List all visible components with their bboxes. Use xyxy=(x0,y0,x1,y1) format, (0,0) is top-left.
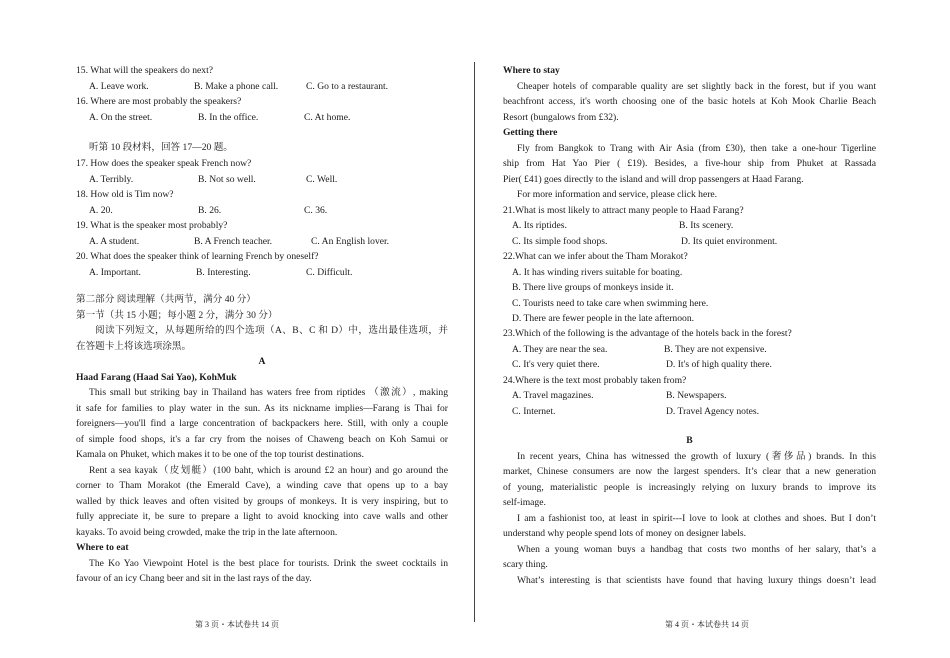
q22-stem: 22.What can we infer about the Tham Morakot? xyxy=(503,251,688,262)
q21-option-a: A. Its riptides. xyxy=(512,220,567,231)
instructions-line-2: 在答题卡上将该选项涂黑。 xyxy=(76,341,192,352)
q17-stem: 17. How does the speaker speak French now? xyxy=(76,158,252,169)
q18-stem: 18. How old is Tim now? xyxy=(76,189,174,200)
q24-stem: 24.Where is the text most probably taken from? xyxy=(503,375,687,386)
q18-option-a: A. 20. xyxy=(89,205,113,216)
q24-option-c: C. Internet. xyxy=(512,406,556,417)
passage-a-p3-line: favour of an icy Chang beer and sit in the last rays of the day. xyxy=(76,573,312,584)
column-divider xyxy=(474,62,475,622)
q17-option-c: C. Well. xyxy=(306,174,338,185)
q24-option-d: D. Travel Agency notes. xyxy=(666,406,759,417)
part2-heading: 第二部分 阅读理解（共两节，满分 40 分） xyxy=(76,294,256,305)
q16-option-a: A. On the street. xyxy=(89,112,153,123)
passage-a-p3-line: The Ko Yao Viewpoint Hotel is the best place for tourists. Drink the sweet cocktails in xyxy=(89,558,448,569)
getting-there-line: ship from Hat Yao Pier ( £19). Besides, a five-hour ship from Phuket at Rassada xyxy=(503,158,876,169)
passage-a-p1-line: This small but striking bay in Thailand has waters free from riptides （激流）, making xyxy=(89,387,448,398)
q17-option-a: A. Terribly. xyxy=(89,174,134,185)
q16-option-c: C. At home. xyxy=(304,112,351,123)
q15-stem: 15. What will the speakers do next? xyxy=(76,65,214,76)
section1-heading: 第一节（共 15 小题；每小题 2 分，满分 30 分） xyxy=(76,310,278,321)
passage-b-p3-line: When a young woman buys a handbag that costs two months of her salary, that’s a xyxy=(517,544,876,555)
passage-a-p2-line: walled by thick leaves and often visited by groups of monkeys. It is very inspiring, but to xyxy=(76,496,448,507)
getting-there-line: Fly from Bangkok to Trang with Air Asia (from £30), then take a one-hour Tigerline xyxy=(517,143,876,154)
q19-option-c: C. An English lover. xyxy=(311,236,390,247)
page-footer-left: 第 3 页・本试卷共 14 页 xyxy=(195,620,279,629)
passage-a-p2-line: fully appreciate it, be sure to prepare a light to avoid knocking into cave walls and other xyxy=(76,511,448,522)
q24-option-a: A. Travel magazines. xyxy=(512,390,594,401)
instructions-line-1: 阅读下列短文，从每题所给的四个选项（A、B、C 和 D）中，选出最佳选项，并 xyxy=(95,325,448,336)
q16-option-b: B. In the office. xyxy=(198,112,259,123)
q19-stem: 19. What is the speaker most probably? xyxy=(76,220,228,231)
passage-b-p2-line: understand why people spend lots of money on designer labels. xyxy=(503,528,746,539)
q20-stem: 20. What does the speaker think of learning French by oneself? xyxy=(76,251,319,262)
q23-option-d: D. It's of high quality there. xyxy=(666,359,772,370)
more-info-line: For more information and service, please click here. xyxy=(517,189,718,200)
q19-option-b: B. A French teacher. xyxy=(194,236,273,247)
q22-option-d: D. There are fewer people in the late afternoon. xyxy=(512,313,695,324)
stay-paragraph-line: Resort (bungalows from £32). xyxy=(503,112,619,123)
stay-paragraph-line: beachfront access, it's worth choosing one of the basic hotels at Koh Mook Charlie Beach xyxy=(503,96,876,107)
stay-paragraph-line: Cheaper hotels of comparable quality are set slightly back in the forest, but if you want xyxy=(517,81,876,92)
passage-a-label: A xyxy=(258,356,266,367)
q22-option-a: A. It has winding rivers suitable for boating. xyxy=(512,267,683,278)
passage-b-p3-line: scary thing. xyxy=(503,559,548,570)
passage-a-p2-line: Rent a sea kayak（皮划艇）(100 baht, which is around £2 an hour) and go around the xyxy=(89,465,448,476)
q16-stem: 16. Where are most probably the speakers? xyxy=(76,96,242,107)
q20-option-a: A. Important. xyxy=(89,267,141,278)
q22-option-b: B. There live groups of monkeys inside it. xyxy=(512,282,674,293)
q18-option-c: C. 36. xyxy=(304,205,328,216)
q21-option-c: C. Its simple food shops. xyxy=(512,236,608,247)
q24-option-b: B. Newspapers. xyxy=(666,390,727,401)
passage-a-title: Haad Farang (Haad Sai Yao), KohMuk xyxy=(76,372,237,383)
q20-option-c: C. Difficult. xyxy=(306,267,353,278)
q19-option-a: A. A student. xyxy=(89,236,140,247)
q22-option-c: C. Tourists need to take care when swimming here. xyxy=(512,298,709,309)
passage-a-p1-line: of simple food shops, it's a far cry from the noises of Chaweng beach on Koh Samui or xyxy=(76,434,448,445)
page-footer-right: 第 4 页・本试卷共 14 页 xyxy=(665,620,749,629)
q21-stem: 21.What is most likely to attract many people to Haad Farang? xyxy=(503,205,744,216)
passage-b-p2-line: I am a fashionist too, at least in spirit---I love to look at clothes and shoes. But I don’t xyxy=(517,513,876,524)
q21-option-b: B. Its scenery. xyxy=(679,220,734,231)
passage-b-p4-line: What’s interesting is that scientists have found that having luxury things doesn’t lead xyxy=(517,575,876,586)
q23-stem: 23.Which of the following is the advantage of the hotels back in the forest? xyxy=(503,328,792,339)
passage-a-p2-line: kayaks. To avoid being crowded, make the trip in the late afternoon. xyxy=(76,527,338,538)
passage-b-p1-line: market, Chinese consumers are now the largest spenders. It’s clear that a new generation xyxy=(503,466,876,477)
q15-option-b: B. Make a phone call. xyxy=(194,81,279,92)
passage-a-p1-line: it safe for families to play water in the sun. As its nickname implies—Farang is Thai for xyxy=(76,403,448,414)
where-to-stay-heading: Where to stay xyxy=(503,65,560,76)
q21-option-d: D. Its quiet environment. xyxy=(681,236,778,247)
passage-b-p1-line: self-image. xyxy=(503,497,546,508)
passage-b-p1-line: In recent years, China has witnessed the growth of luxury (奢侈品) brands. In this xyxy=(517,451,876,462)
passage-b-label: B xyxy=(686,435,693,446)
q23-option-c: C. It's very quiet there. xyxy=(512,359,600,370)
getting-there-line: Pier( £41) goes directly to the island and will drop passengers at Haad Farang. xyxy=(503,174,804,185)
passage-b-p1-line: of young, materialistic people is increasingly relying on luxury brands to improve its xyxy=(503,482,876,493)
passage-a-p1-line: foreigners—you'll find a large concentration of backpackers here. Still, with only a couple xyxy=(76,418,448,429)
passage-a-p2-line: corner to Tham Morakot (the Emerald Cave), a winding cave that opens up to a bay xyxy=(76,480,448,491)
q15-option-c: C. Go to a restaurant. xyxy=(306,81,389,92)
q23-option-b: B. They are not expensive. xyxy=(664,344,767,355)
q15-option-a: A. Leave work. xyxy=(89,81,149,92)
q18-option-b: B. 26. xyxy=(198,205,222,216)
q20-option-b: B. Interesting. xyxy=(196,267,251,278)
where-to-eat-heading: Where to eat xyxy=(76,542,129,553)
q23-option-a: A. They are near the sea. xyxy=(512,344,608,355)
material-10-instruction: 听第 10 段材料，回答 17—20 题。 xyxy=(89,142,233,153)
passage-a-p1-line: Kamala on Phuket, which makes it to be one of the top tourist destinations. xyxy=(76,449,365,460)
getting-there-heading: Getting there xyxy=(503,127,558,138)
q17-option-b: B. Not so well. xyxy=(198,174,256,185)
